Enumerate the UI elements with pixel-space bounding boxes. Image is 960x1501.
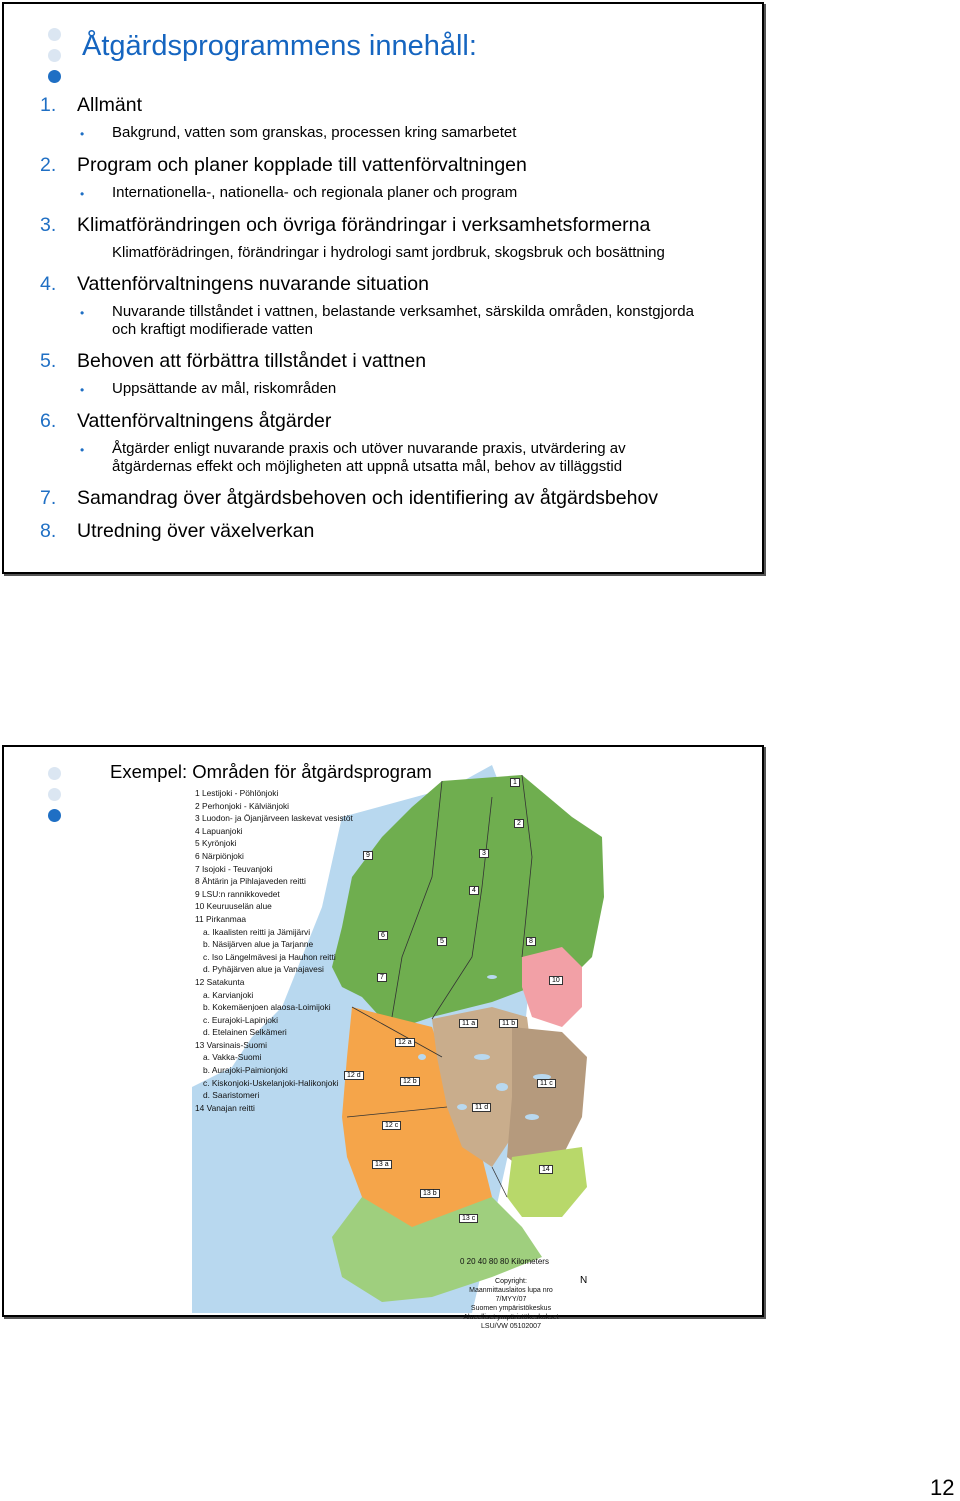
region-label: 3 [479, 849, 489, 858]
region-label: 11 c [537, 1079, 556, 1088]
slide-title: Exempel: Områden för åtgärdsprogram [110, 761, 432, 782]
dot-icon [48, 788, 61, 801]
copyright-line: Copyright: [495, 1278, 527, 1285]
slide-content-overview [2, 2, 764, 574]
bullet-icon: • [80, 187, 85, 201]
region-label: 12 c [382, 1121, 401, 1130]
toc-heading: Behoven att förbättra tillståndet i vattnen [77, 350, 427, 372]
toc-subtext: Uppsättande av mål, riskområden [112, 380, 337, 397]
legend-item: 12 Satakunta [195, 976, 245, 987]
legend-item: 1 Lestijoki - Pöhlönjoki [195, 788, 279, 798]
north-arrow-icon: N [580, 1275, 588, 1286]
toc-subtext: Bakgrund, vatten som granskas, processen kring samarbetet [112, 124, 517, 141]
legend-item: b. Kokemäenjoen alaosa-Loimijoki [203, 1002, 331, 1013]
region-label: 11 b [499, 1019, 518, 1028]
copyright-line: Maanmittauslaitos lupa nro 7/MYY/07 [469, 1287, 553, 1303]
toc-heading: Program och planer kopplade till vattenförvaltningen [77, 154, 527, 176]
toc-item [40, 350, 740, 373]
legend-item: 14 Vanajan reitti [195, 1102, 255, 1113]
region-label: 10 [549, 976, 563, 985]
region-label: 12 a [395, 1038, 415, 1047]
toc-subitem [80, 303, 740, 339]
region-label: 8 [526, 937, 536, 946]
copyright-line: LSU/VW 05102007 [481, 1323, 541, 1330]
slide-map-example [2, 745, 764, 1330]
bullet-icon: • [80, 306, 85, 320]
legend-item: c. Iso Längelmävesi ja Hauhon reitti [203, 951, 336, 962]
toc-subtext: Klimatförädringen, förändringar i hydrologi samt jordbruk, skogsbruk och bosättning [112, 244, 665, 261]
region-label: 5 [437, 937, 447, 946]
toc-item [40, 154, 740, 177]
region-label: 13 b [420, 1189, 440, 1198]
region-label: 14 [539, 1165, 553, 1174]
toc-item [40, 520, 740, 543]
legend-item: a. Karvianjoki [203, 989, 254, 1000]
slide-title: Åtgärdsprogrammens innehåll: [82, 30, 477, 62]
toc-heading: Samandrag över åtgärdsbehoven och identifiering av åtgärdsbehov [77, 487, 659, 509]
bullet-icon: • [80, 383, 85, 397]
toc-subitem [80, 124, 740, 143]
toc-number: 4. [40, 273, 57, 295]
copyright-line: Alueelliset ympäristökeskukset [463, 1314, 559, 1321]
toc-heading: Vattenförvaltningens nuvarande situation [77, 273, 429, 295]
toc-number: 3. [40, 214, 57, 236]
toc-item [40, 487, 740, 510]
toc-heading: Klimatförändringen och övriga förändringar i verksamhetsformerna [77, 214, 651, 236]
region-label: 2 [514, 819, 524, 828]
dot-icon [48, 767, 61, 780]
legend-item: 4 Lapuanjoki [195, 825, 243, 836]
map-legend [195, 787, 353, 1114]
scale-bar: 0 20 40 80 80 Kilometers [460, 1257, 549, 1266]
decorative-dots [48, 28, 68, 91]
toc-item [40, 94, 740, 117]
bullet-spacer [80, 244, 112, 262]
toc-heading: Utredning över växelverkan [77, 520, 315, 542]
toc-item [40, 410, 740, 433]
region-label: 6 [378, 931, 388, 940]
dot-icon [48, 70, 61, 83]
toc-subitem [80, 380, 740, 399]
legend-item: a. Vakka-Suomi [203, 1052, 262, 1063]
legend-item: 11 Pirkanmaa [195, 913, 247, 924]
toc-heading: Allmänt [77, 94, 143, 116]
toc-item [40, 273, 740, 296]
toc-number: 6. [40, 410, 57, 432]
decorative-dots [48, 767, 68, 830]
toc-subitem [80, 184, 740, 203]
legend-item: c. Kiskonjoki-Uskelanjoki-Halikonjoki [203, 1077, 339, 1088]
legend-item: 6 Närpiönjoki [195, 850, 244, 861]
toc-number: 5. [40, 350, 57, 372]
legend-item: b. Näsijärven alue ja Tarjanne [203, 939, 314, 950]
dot-icon [48, 809, 61, 822]
copyright-note [456, 1277, 566, 1331]
toc-list [40, 94, 740, 551]
legend-item: 9 LSU:n rannikkovedet [195, 888, 280, 899]
legend-item: b. Aurajoki-Paimionjoki [203, 1065, 288, 1076]
legend-item: d. Etelainen Selkämeri [203, 1027, 287, 1038]
toc-subtext: Nuvarande tillståndet i vattnen, belastande verksamhet, särskilda områden, konstgjorda och kraftigt modifierade vatten [112, 303, 694, 338]
legend-item: 3 Luodon- ja Öjanjärveen laskevat vesistöt [195, 813, 353, 824]
region-label: 13 a [372, 1160, 392, 1169]
region-label: 4 [469, 886, 479, 895]
legend-item: 8 Ähtärin ja Pihlajaveden reitti [195, 876, 306, 887]
dot-icon [48, 28, 61, 41]
toc-number: 8. [40, 520, 57, 542]
region-label: 12 b [400, 1077, 420, 1086]
toc-number: 2. [40, 154, 57, 176]
toc-subitem [80, 440, 740, 476]
region-label: 12 d [344, 1071, 364, 1080]
toc-subtext: Åtgärder enligt nuvarande praxis och utöver nuvarande praxis, utvärdering av åtgärdernas effekt och möjligheten att uppnå utsatta mål, behov av tilläggstid [112, 440, 626, 475]
land-pink [522, 947, 582, 1027]
region-label: 9 [363, 851, 373, 860]
bullet-icon: • [80, 443, 85, 457]
region-label: 7 [377, 973, 387, 982]
toc-heading: Vattenförvaltningens åtgärder [77, 410, 332, 432]
legend-item: 7 Isojoki - Teuvanjoki [195, 863, 273, 874]
land-lime [507, 1147, 587, 1217]
legend-item: 2 Perhonjoki - Kälviänjoki [195, 800, 290, 811]
toc-number: 1. [40, 94, 57, 116]
region-label: 11 d [472, 1103, 491, 1112]
legend-item: 5 Kyrönjoki [195, 838, 237, 849]
legend-item: c. Eurajoki-Lapinjoki [203, 1014, 278, 1025]
legend-item: d. Saaristomeri [203, 1090, 260, 1101]
page-number: 12 [930, 1475, 955, 1500]
legend-item: a. Ikaalisten reitti ja Jämijärvi [203, 926, 311, 937]
toc-subitem [80, 244, 740, 262]
bullet-icon: • [80, 127, 85, 141]
region-label: 13 c [459, 1214, 478, 1223]
toc-subtext: Internationella-, nationella- och regionala planer och program [112, 184, 518, 201]
toc-item [40, 214, 740, 237]
legend-item: 13 Varsinais-Suomi [195, 1039, 267, 1050]
region-label: 1 [510, 778, 520, 787]
region-label: 11 a [459, 1019, 478, 1028]
dot-icon [48, 49, 61, 62]
toc-number: 7. [40, 487, 57, 509]
legend-item: 10 Keuruuselän alue [195, 901, 272, 912]
copyright-line: Suomen ympäristökeskus [470, 1305, 552, 1312]
legend-item: d. Pyhäjärven alue ja Vanajavesi [203, 964, 324, 975]
